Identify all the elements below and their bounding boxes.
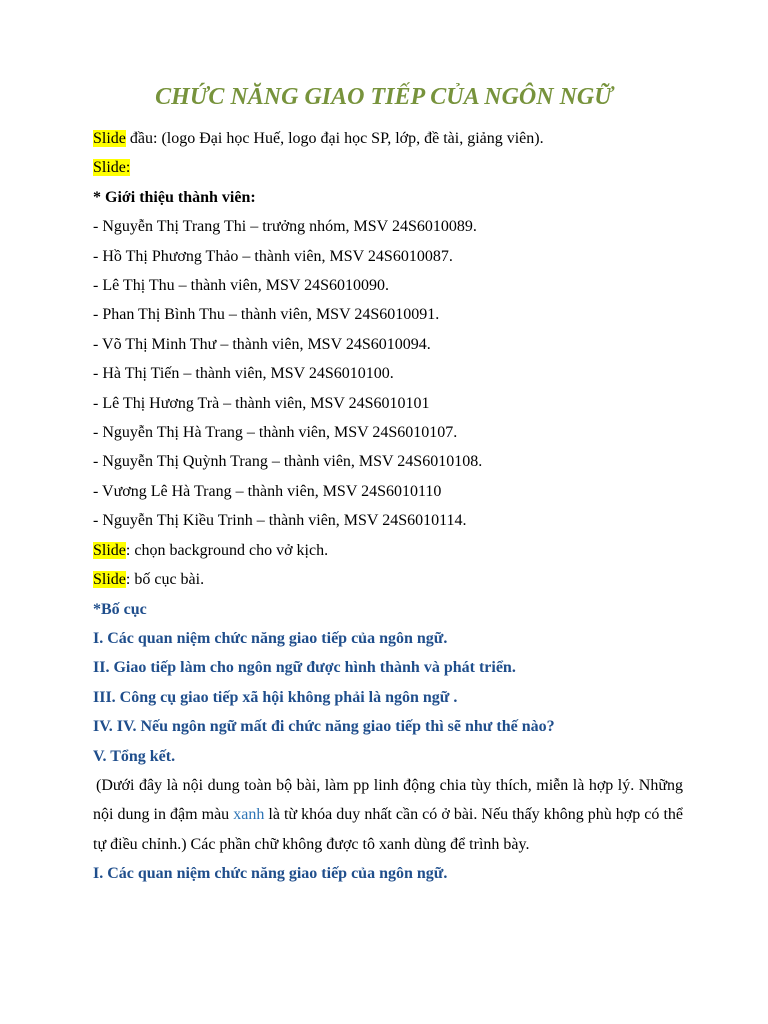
member-item: - Hồ Thị Phương Thảo – thành viên, MSV 24S6010087. — [93, 247, 453, 265]
outline-item: I. Các quan niệm chức năng giao tiếp của ngôn ngữ. — [93, 629, 448, 647]
outline-item: V. Tổng kết. — [93, 747, 176, 765]
member-item: - Nguyễn Thị Quỳnh Trang – thành viên, MSV 24S6010108. — [93, 453, 483, 471]
member-item: - Lê Thị Hương Trà – thành viên, MSV 24S6010101 — [93, 394, 430, 412]
outline-item: IV. IV. Nếu ngôn ngữ mất đi chức năng giao tiếp thì sẽ như thế nào? — [93, 718, 555, 736]
member-item: - Lê Thị Thu – thành viên, MSV 24S6010090. — [93, 277, 389, 295]
member-item: - Vương Lê Hà Trang – thành viên, MSV 24S6010110 — [93, 482, 442, 500]
document-body — [93, 124, 683, 889]
member-item: - Võ Thị Minh Thư – thành viên, MSV 24S6010094. — [93, 335, 431, 353]
slide-highlight: Slide — [93, 571, 126, 589]
note-text-before: (Dưới đây là nội dung toàn bộ bài, làm pp linh động chia tùy thích, miễn là hợp lý. Những nội dung in đậm màu — [93, 776, 683, 824]
slide-intro-line — [93, 124, 683, 153]
section-heading: I. Các quan niệm chức năng giao tiếp của ngôn ngữ. — [93, 865, 448, 883]
slide-background-text: : chọn background cho vở kịch. — [125, 541, 329, 559]
member-item: - Nguyễn Thị Hà Trang – thành viên, MSV 24S6010107. — [93, 424, 458, 442]
member-item: - Nguyễn Thị Kiều Trinh – thành viên, MSV 24S6010114. — [93, 512, 467, 530]
instruction-note — [93, 771, 683, 859]
outline-heading: *Bố cục — [93, 600, 147, 618]
slide-background-line — [93, 536, 683, 565]
slide-outline-line — [93, 565, 683, 594]
member-item: - Nguyễn Thị Trang Thi – trưởng nhóm, MSV 24S6010089. — [93, 218, 477, 236]
note-keyword: xanh — [233, 806, 265, 824]
slide-highlight: Slide — [93, 130, 126, 147]
document-title: CHỨC NĂNG GIAO TIẾP CỦA NGÔN NGỮ — [155, 84, 613, 110]
slide-intro-text: đầu: (logo Đại học Huế, logo đại học SP, lớp, đề tài, giảng viên). — [125, 130, 544, 147]
members-heading: * Giới thiệu thành viên: — [93, 188, 256, 206]
note-text-after: là từ khóa duy nhất cần có ở bài. Nếu thấy không phù hợp có thể tự điều chỉnh.) Các phần chữ không được tô xanh dùng để trình bày. — [93, 806, 684, 853]
slide-members-line — [93, 153, 683, 182]
slide-highlight: Slide — [93, 541, 126, 559]
outline-item: II. Giao tiếp làm cho ngôn ngữ được hình thành và phát triển. — [93, 659, 516, 677]
slide-highlight: Slide: — [93, 159, 131, 177]
member-item: - Hà Thị Tiến – thành viên, MSV 24S6010100. — [93, 365, 394, 383]
outline-item: III. Công cụ giao tiếp xã hội không phải là ngôn ngữ . — [93, 688, 458, 706]
slide-outline-text: : bố cục bài. — [125, 571, 205, 589]
member-item: - Phan Thị Bình Thu – thành viên, MSV 24S6010091. — [93, 306, 440, 324]
